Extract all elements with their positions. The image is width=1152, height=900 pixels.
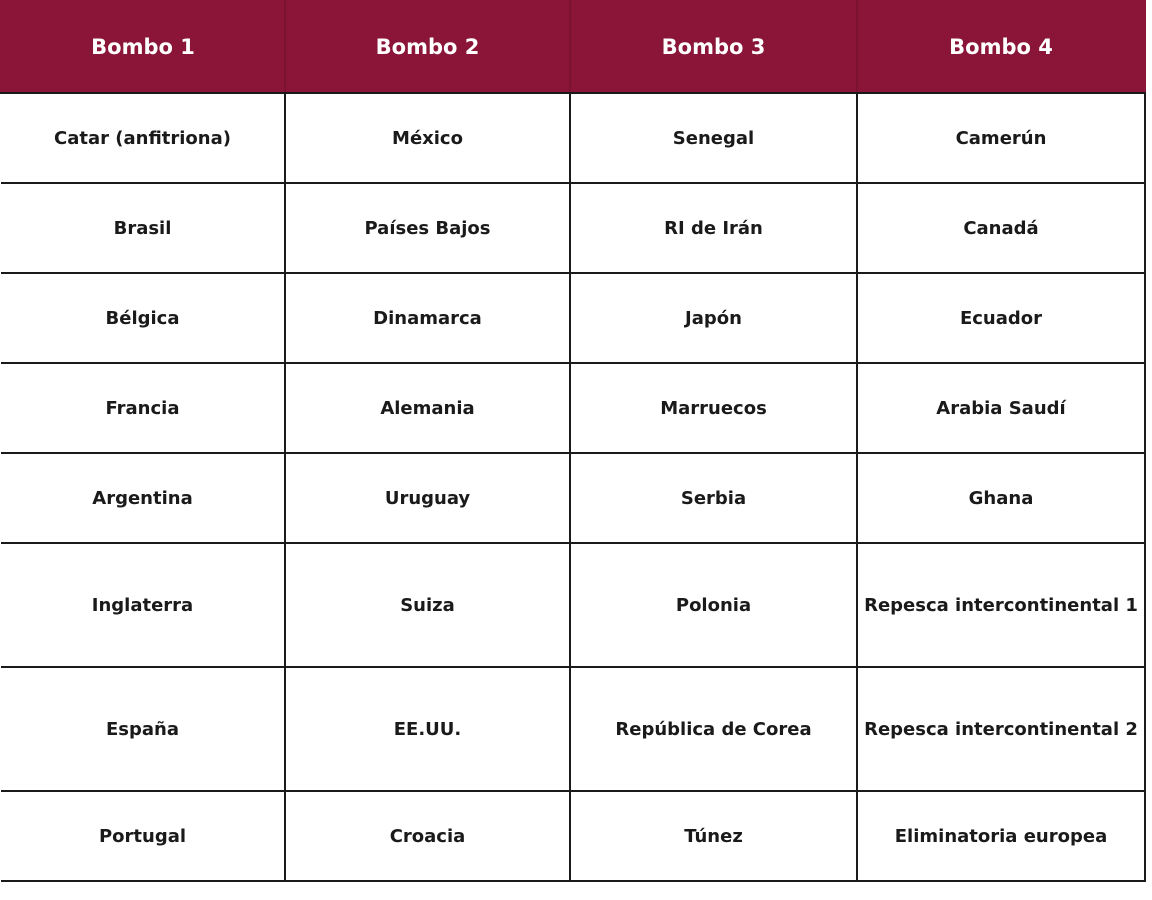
table-row xyxy=(1,791,1145,881)
table-cell: Repesca intercontinental 1 xyxy=(857,543,1145,667)
table-cell: Francia xyxy=(1,363,285,453)
table-cell: Uruguay xyxy=(285,453,570,543)
table-row xyxy=(1,363,1145,453)
header-pot-1: Bombo 1 xyxy=(1,1,285,93)
table-cell: Ecuador xyxy=(857,273,1145,363)
table-cell: República de Corea xyxy=(570,667,857,791)
table-cell: Repesca intercontinental 2 xyxy=(857,667,1145,791)
table-body xyxy=(1,93,1145,881)
table-cell: Brasil xyxy=(1,183,285,273)
table-cell: Canadá xyxy=(857,183,1145,273)
table-cell: Argentina xyxy=(1,453,285,543)
table-cell: Camerún xyxy=(857,93,1145,183)
table-cell: Suiza xyxy=(285,543,570,667)
table-cell: Alemania xyxy=(285,363,570,453)
table-cell: Dinamarca xyxy=(285,273,570,363)
table-cell: Ghana xyxy=(857,453,1145,543)
table-cell: México xyxy=(285,93,570,183)
table-cell: Inglaterra xyxy=(1,543,285,667)
header-pot-4: Bombo 4 xyxy=(857,1,1145,93)
table-cell: EE.UU. xyxy=(285,667,570,791)
table-cell: Serbia xyxy=(570,453,857,543)
table-cell: Senegal xyxy=(570,93,857,183)
header-pot-2: Bombo 2 xyxy=(285,1,570,93)
table-cell: Japón xyxy=(570,273,857,363)
table-cell: España xyxy=(1,667,285,791)
table-cell: Croacia xyxy=(285,791,570,881)
table-cell: RI de Irán xyxy=(570,183,857,273)
table-row xyxy=(1,183,1145,273)
header-row xyxy=(1,1,1145,93)
table-row xyxy=(1,93,1145,183)
table-cell: Marruecos xyxy=(570,363,857,453)
header-pot-3: Bombo 3 xyxy=(570,1,857,93)
table-cell: Túnez xyxy=(570,791,857,881)
table-cell: Arabia Saudí xyxy=(857,363,1145,453)
table-row xyxy=(1,667,1145,791)
table-cell: Polonia xyxy=(570,543,857,667)
table-row xyxy=(1,543,1145,667)
table-row xyxy=(1,273,1145,363)
table-cell: Países Bajos xyxy=(285,183,570,273)
table-cell: Catar (anfitriona) xyxy=(1,93,285,183)
table-cell: Bélgica xyxy=(1,273,285,363)
table-header xyxy=(1,1,1145,93)
table-cell: Eliminatoria europea xyxy=(857,791,1145,881)
table-row xyxy=(1,453,1145,543)
table-cell: Portugal xyxy=(1,791,285,881)
